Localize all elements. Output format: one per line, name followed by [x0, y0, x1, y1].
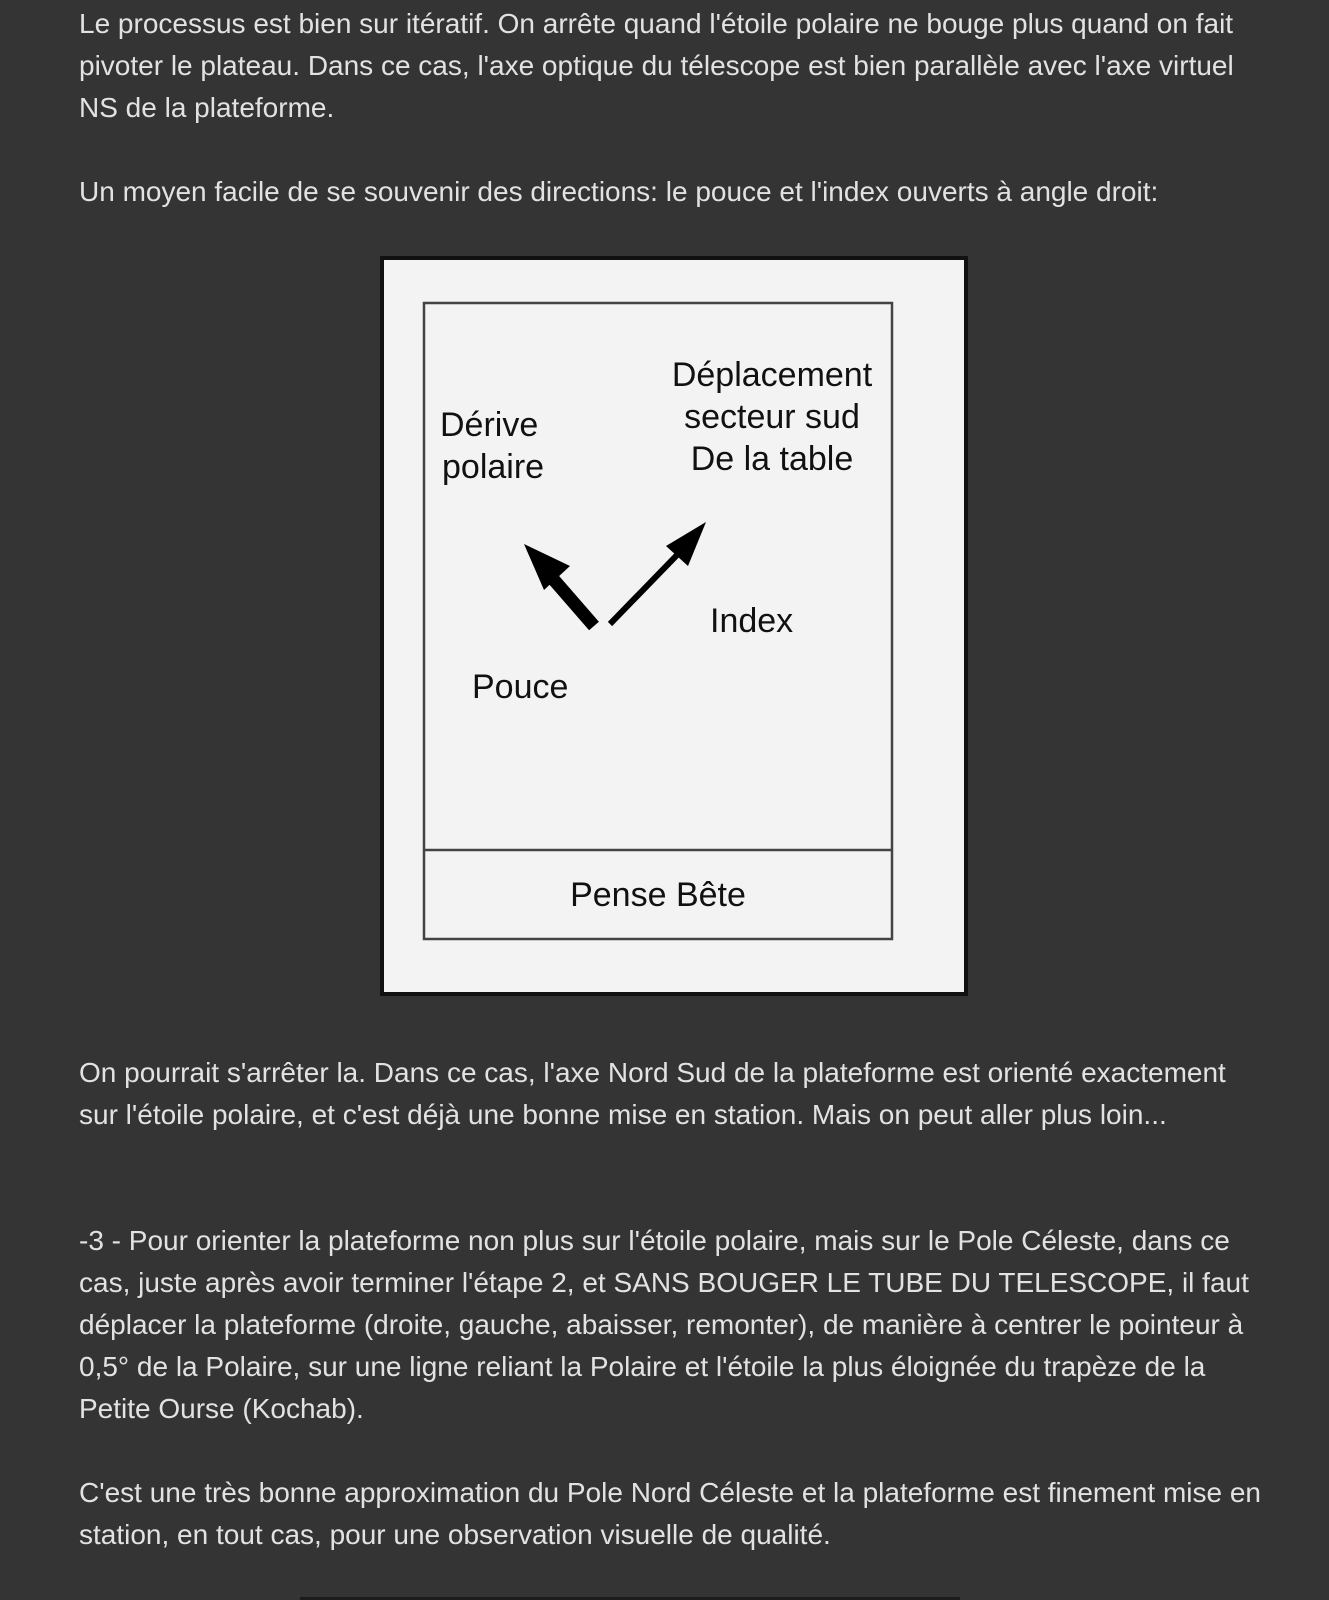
label-footer: Pense Bête — [570, 876, 746, 914]
label-derive-line2: polaire — [442, 448, 545, 486]
paragraph-polar-alignment: On pourrait s'arrêter la. Dans ce cas, l'axe Nord Sud de la plateforme est orienté exactement sur l'étoile polaire, et c'est déjà une bonne mise en station. Mais on peut aller plus loin... — [79, 1057, 1226, 1130]
paragraph-conclusion: C'est une très bonne approximation du Pole Nord Céleste et la plateforme est finement mise en station, en tout cas, pour une observation visuelle de qualité. — [79, 1477, 1261, 1550]
paragraph-directions-hint: Un moyen facile de se souvenir des directions: le pouce et l'index ouverts à angle droit: — [79, 176, 1159, 207]
thumb-arrow-icon — [524, 544, 594, 626]
label-derive-line1: Dérive — [440, 406, 539, 444]
diagram-svg — [384, 260, 964, 992]
pense-bete-diagram — [380, 256, 968, 996]
label-index: Index — [710, 602, 794, 640]
label-deplacement-line1: Déplacement — [671, 356, 873, 394]
label-deplacement-line3: De la table — [690, 440, 854, 478]
paragraph-iterative-process: Le processus est bien sur itératif. On arrête quand l'étoile polaire ne bouge plus quand on fait pivoter le plateau. Dans ce cas, l'axe optique du télescope est bien parallèle avec l'axe virtuel NS de la plateforme. — [79, 8, 1234, 123]
index-arrow-icon — [610, 522, 706, 624]
label-deplacement-line2: secteur sud — [684, 398, 860, 436]
paragraph-step-3: -3 - Pour orienter la plateforme non plus sur l'étoile polaire, mais sur le Pole Céleste, dans ce cas, juste après avoir terminer l'étape 2, et SANS BOUGER LE TUBE DU TELESCOPE, il faut déplacer la plateforme (droite, gauche, abaisser, remonter), de manière à centrer le pointeur à 0,5° de la Polaire, sur une ligne reliant la Polaire et l'étoile la plus éloignée du trapèze de la Petite Ourse (Kochab). — [79, 1225, 1249, 1424]
label-pouce: Pouce — [472, 668, 569, 706]
